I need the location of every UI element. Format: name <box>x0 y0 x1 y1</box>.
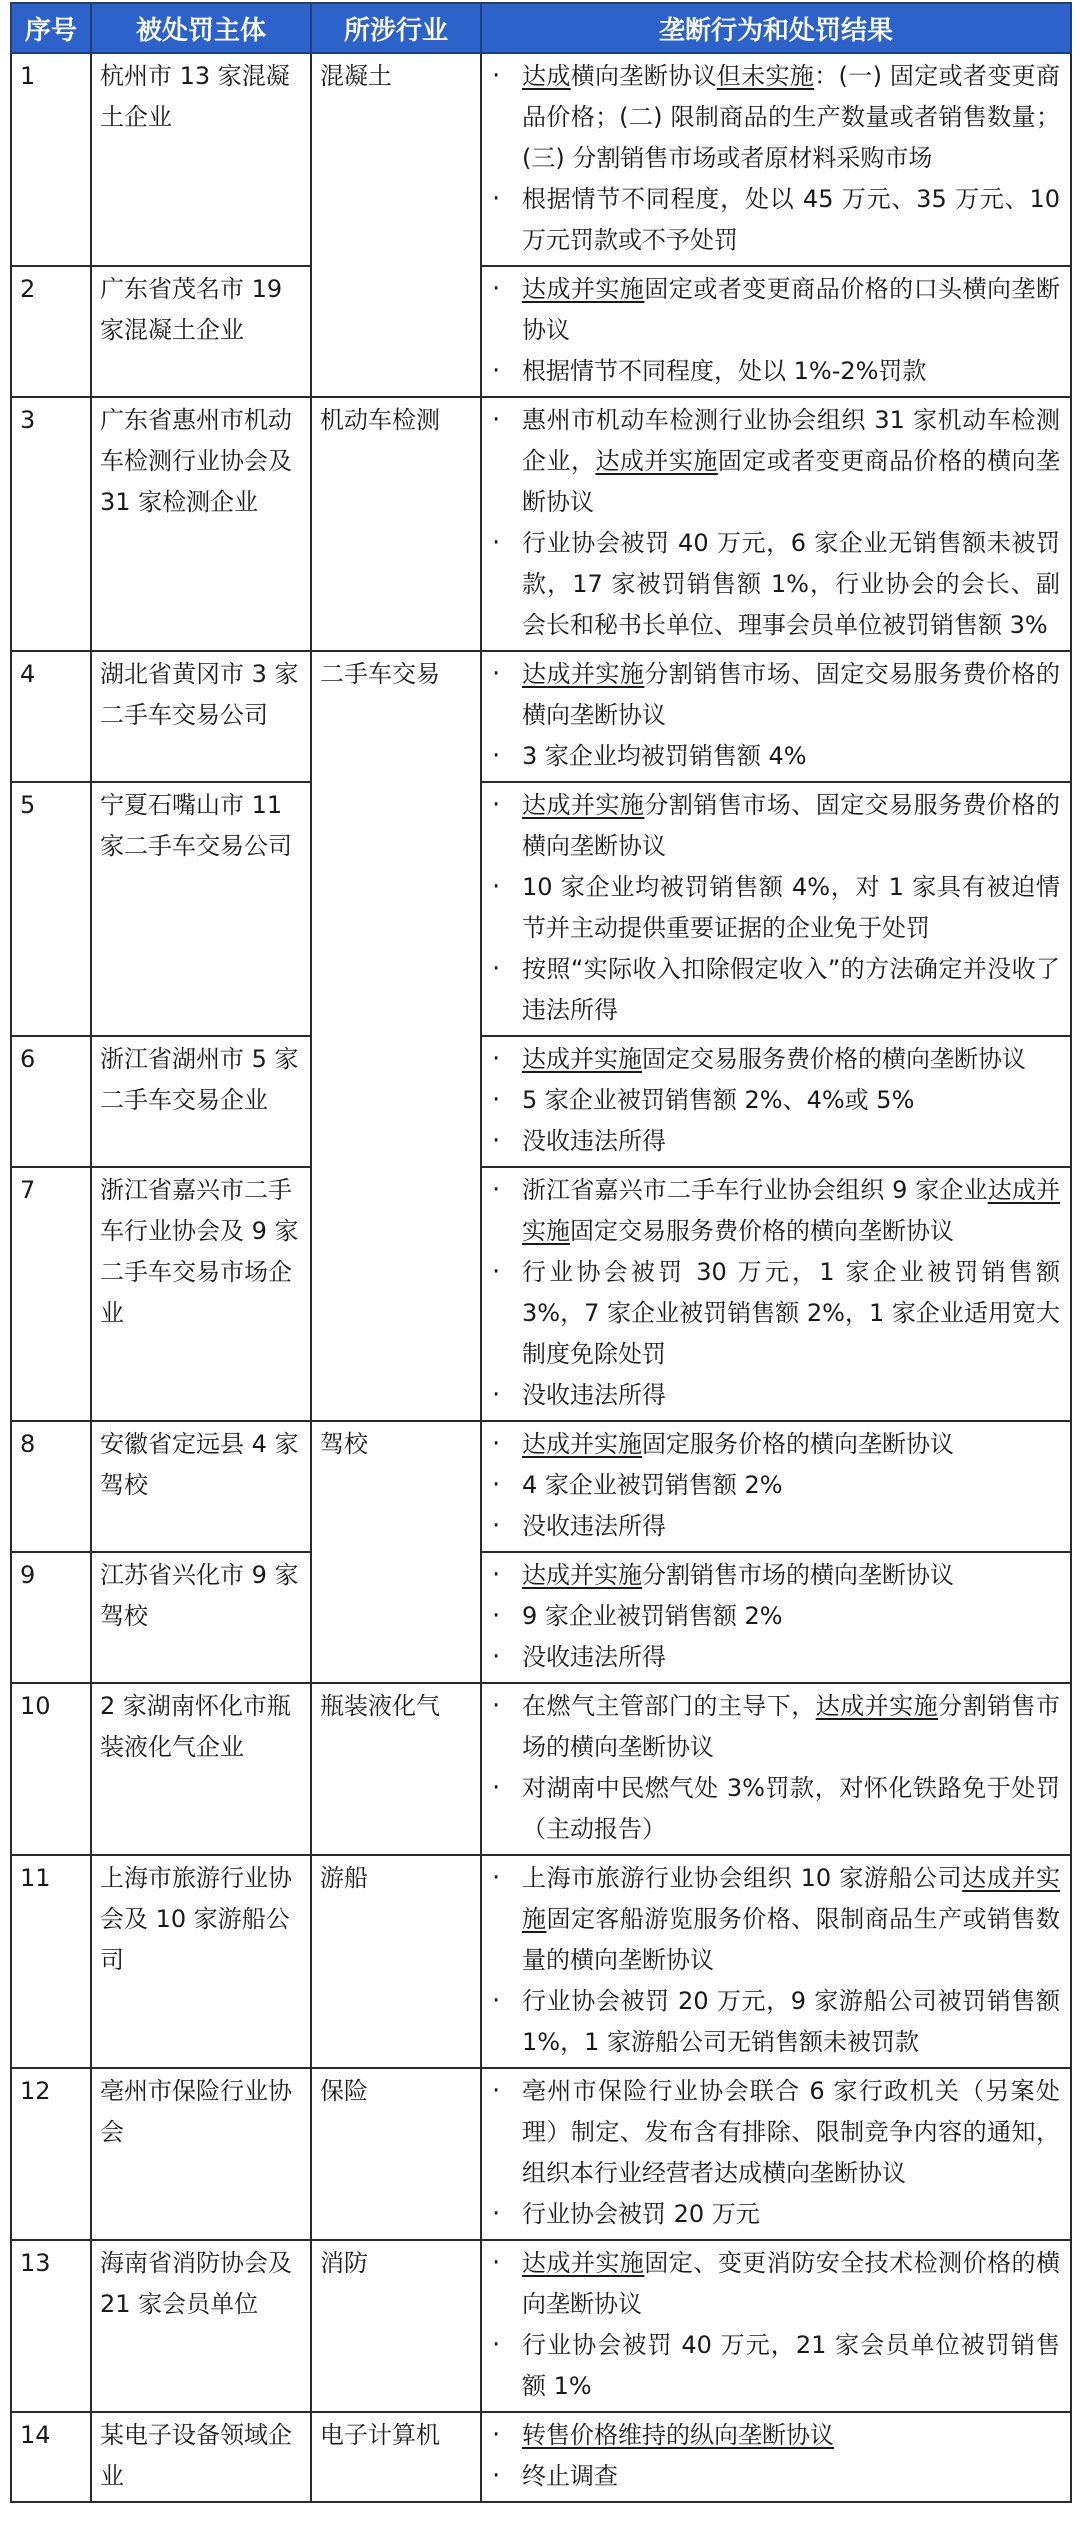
bullet-item <box>492 2456 1060 2497</box>
bullet-list <box>492 1555 1060 1678</box>
bullet-item <box>492 1465 1060 1506</box>
table-row <box>11 1855 1071 2068</box>
emphasized-text: 达成并实施 <box>522 1045 642 1073</box>
row-index: 10 <box>11 1683 91 1855</box>
conduct-and-penalty <box>481 782 1071 1036</box>
industry-cell: 保险 <box>311 2068 481 2240</box>
bullet-text: 终止调查 <box>522 2462 618 2490</box>
bullet-item <box>492 1555 1060 1596</box>
bullet-list <box>492 2071 1060 2235</box>
conduct-and-penalty <box>481 266 1071 397</box>
industry-cell: 电子计算机 <box>311 2412 481 2502</box>
table-row <box>11 2068 1071 2240</box>
bullet-text: 固定客船游览服务价格、限制商品生产或销售数量的横向垄断协议 <box>522 1905 1061 1974</box>
bullet-list <box>492 1424 1060 1547</box>
industry-cell: 消防 <box>311 2240 481 2412</box>
bullet-text: 分割销售市场的横向垄断协议 <box>642 1561 954 1589</box>
conduct-and-penalty <box>481 2412 1071 2502</box>
conduct-and-penalty <box>481 1552 1071 1683</box>
bullet-item <box>492 400 1060 523</box>
bullet-item <box>492 2325 1060 2407</box>
row-index: 13 <box>11 2240 91 2412</box>
industry-cell: 机动车检测 <box>311 397 481 651</box>
bullet-item <box>492 56 1060 179</box>
bullet-item <box>492 1596 1060 1637</box>
emphasized-text: 但未实施 <box>716 62 815 90</box>
row-index: 3 <box>11 397 91 651</box>
emphasized-text: 达成并实施 <box>522 660 645 688</box>
emphasized-text: 达成并实施 <box>522 1430 642 1458</box>
row-index: 4 <box>11 651 91 782</box>
emphasized-text: 达成并实施 <box>522 275 645 303</box>
emphasized-text: 达成并实施 <box>522 1864 1061 1933</box>
bullet-list <box>492 1858 1060 2063</box>
penalized-subject: 湖北省黄冈市 3 家二手车交易公司 <box>91 651 311 782</box>
penalized-subject: 某电子设备领域企业 <box>91 2412 311 2502</box>
bullet-text: 固定交易服务费价格的横向垄断协议 <box>570 1217 954 1245</box>
bullet-text: 上海市旅游行业协会组织 10 家游船公司 <box>522 1864 963 1892</box>
bullet-text: 3 家企业均被罚销售额 4% <box>522 742 807 770</box>
bullet-item <box>492 785 1060 867</box>
header-conduct-result: 垄断行为和处罚结果 <box>481 3 1071 53</box>
row-index: 11 <box>11 1855 91 2068</box>
bullet-item <box>492 1981 1060 2063</box>
antitrust-penalty-table <box>10 2 1072 2503</box>
conduct-and-penalty <box>481 1683 1071 1855</box>
table-row <box>11 397 1071 651</box>
row-index: 5 <box>11 782 91 1036</box>
table-row <box>11 2412 1071 2502</box>
bullet-text: 5 家企业被罚销售额 2%、4%或 5% <box>522 1086 915 1114</box>
bullet-item <box>492 1858 1060 1981</box>
bullet-list <box>492 785 1060 1031</box>
table-row <box>11 651 1071 782</box>
bullet-list <box>492 2243 1060 2407</box>
row-index: 14 <box>11 2412 91 2502</box>
bullet-text: 行业协会被罚 20 万元，9 家游船公司被罚销售额 1%，1 家游船公司无销售额未被罚款 <box>522 1987 1060 2056</box>
table-row <box>11 1036 1071 1167</box>
bullet-item <box>492 1637 1060 1678</box>
emphasized-text: 达成并实施 <box>522 2249 645 2277</box>
bullet-item <box>492 1506 1060 1547</box>
penalized-subject: 江苏省兴化市 9 家驾校 <box>91 1552 311 1683</box>
header-index: 序号 <box>11 3 91 53</box>
bullet-text: 4 家企业被罚销售额 2% <box>522 1471 783 1499</box>
penalized-subject: 海南省消防协会及 21 家会员单位 <box>91 2240 311 2412</box>
penalized-subject: 广东省惠州市机动车检测行业协会及 31 家检测企业 <box>91 397 311 651</box>
bullet-text: 没收违法所得 <box>522 1381 666 1409</box>
bullet-list <box>492 269 1060 392</box>
conduct-and-penalty <box>481 1855 1071 2068</box>
penalized-subject: 浙江省湖州市 5 家二手车交易企业 <box>91 1036 311 1167</box>
industry-cell: 二手车交易 <box>311 651 481 1421</box>
bullet-item <box>492 1424 1060 1465</box>
table-row <box>11 1421 1071 1552</box>
bullet-list <box>492 1039 1060 1162</box>
bullet-item <box>492 736 1060 777</box>
bullet-text: 对湖南中民燃气处 3%罚款，对怀化铁路免于处罚（主动报告） <box>522 1774 1060 1843</box>
bullet-text: 在燃气主管部门的主导下， <box>522 1692 816 1720</box>
row-index: 9 <box>11 1552 91 1683</box>
emphasized-text: 达成 <box>522 62 571 90</box>
penalty-table-container <box>10 2 1070 2503</box>
table-row <box>11 1683 1071 1855</box>
bullet-list <box>492 1170 1060 1416</box>
header-industry: 所涉行业 <box>311 3 481 53</box>
penalized-subject: 安徽省定远县 4 家驾校 <box>91 1421 311 1552</box>
bullet-text: 行业协会被罚 20 万元 <box>522 2200 760 2228</box>
conduct-and-penalty <box>481 1036 1071 1167</box>
industry-cell: 游船 <box>311 1855 481 2068</box>
bullet-item <box>492 949 1060 1031</box>
emphasized-text: 达成并实施 <box>522 791 645 819</box>
row-index: 8 <box>11 1421 91 1552</box>
bullet-text: 根据情节不同程度，处以 1%-2%罚款 <box>522 357 927 385</box>
bullet-text: 浙江省嘉兴市二手车行业协会组织 9 家企业 <box>522 1176 988 1204</box>
bullet-item <box>492 1375 1060 1416</box>
bullet-item <box>492 867 1060 949</box>
emphasized-text: 转售价格维持的纵向垄断协议 <box>522 2421 834 2449</box>
bullet-item <box>492 1768 1060 1850</box>
conduct-and-penalty <box>481 1421 1071 1552</box>
bullet-item <box>492 654 1060 736</box>
table-row <box>11 53 1071 266</box>
bullet-item <box>492 1252 1060 1375</box>
penalized-subject: 上海市旅游行业协会及 10 家游船公司 <box>91 1855 311 2068</box>
bullet-item <box>492 523 1060 646</box>
bullet-text: 10 家企业均被罚销售额 4%，对 1 家具有被迫情节并主动提供重要证据的企业免于处罚 <box>522 873 1060 942</box>
penalized-subject: 广东省茂名市 19 家混凝土企业 <box>91 266 311 397</box>
table-body <box>11 53 1071 2502</box>
row-index: 6 <box>11 1036 91 1167</box>
penalized-subject: 2 家湖南怀化市瓶装液化气企业 <box>91 1683 311 1855</box>
row-index: 1 <box>11 53 91 266</box>
row-index: 7 <box>11 1167 91 1421</box>
table-row <box>11 782 1071 1036</box>
bullet-text: 根据情节不同程度，处以 45 万元、35 万元、10 万元罚款或不予处罚 <box>522 185 1060 254</box>
bullet-item <box>492 351 1060 392</box>
conduct-and-penalty <box>481 2240 1071 2412</box>
bullet-text: 9 家企业被罚销售额 2% <box>522 1602 783 1630</box>
conduct-and-penalty <box>481 2068 1071 2240</box>
bullet-text: 没收违法所得 <box>522 1127 666 1155</box>
bullet-item <box>492 2194 1060 2235</box>
bullet-text: 固定或者变更商品价格的口头横向垄断协议 <box>522 275 1061 344</box>
penalized-subject: 杭州市 13 家混凝土企业 <box>91 53 311 266</box>
bullet-text: 行业协会被罚 30 万元，1 家企业被罚销售额 3%，7 家企业被罚销售额 2%，1 家企业适用宽大制度免除处罚 <box>522 1258 1060 1368</box>
header-subject: 被处罚主体 <box>91 3 311 53</box>
bullet-item <box>492 269 1060 351</box>
table-row <box>11 266 1071 397</box>
row-index: 2 <box>11 266 91 397</box>
table-row <box>11 2240 1071 2412</box>
penalized-subject: 宁夏石嘴山市 11 家二手车交易公司 <box>91 782 311 1036</box>
bullet-text: 惠州市机动车检测行业协会组织 31 家机动车检测企业， <box>522 406 1060 475</box>
bullet-list <box>492 2415 1060 2497</box>
bullet-text: ：(一) 固定或者变更商品价格；(二) 限制商品的生产数量或者销售数量；(三) 分割销售市场或者原材料采购市场 <box>522 62 1061 172</box>
emphasized-text: 达成并实施 <box>522 1561 642 1589</box>
bullet-text: 固定交易服务费价格的横向垄断协议 <box>642 1045 1026 1073</box>
penalized-subject: 浙江省嘉兴市二手车行业协会及 9 家二手车交易市场企业 <box>91 1167 311 1421</box>
industry-cell: 瓶装液化气 <box>311 1683 481 1855</box>
table-row <box>11 1552 1071 1683</box>
bullet-text: 固定、变更消防安全技术检测价格的横向垄断协议 <box>522 2249 1061 2318</box>
row-index: 12 <box>11 2068 91 2240</box>
bullet-item <box>492 1039 1060 1080</box>
bullet-item <box>492 1080 1060 1121</box>
bullet-text: 按照“实际收入扣除假定收入”的方法确定并没收了违法所得 <box>522 955 1060 1024</box>
bullet-text: 分割销售市场的横向垄断协议 <box>522 1692 1061 1761</box>
conduct-and-penalty <box>481 651 1071 782</box>
bullet-list <box>492 56 1060 261</box>
bullet-text: 行业协会被罚 40 万元，6 家企业无销售额未被罚款，17 家被罚销售额 1%，行业协会的会长、副会长和秘书长单位、理事会员单位被罚销售额 3% <box>522 529 1060 639</box>
conduct-and-penalty <box>481 53 1071 266</box>
table-header-row <box>11 3 1071 53</box>
bullet-text: 没收违法所得 <box>522 1643 666 1671</box>
bullet-list <box>492 654 1060 777</box>
industry-cell: 混凝土 <box>311 53 481 397</box>
bullet-text: 分割销售市场、固定交易服务费价格的横向垄断协议 <box>522 791 1061 860</box>
penalized-subject: 亳州市保险行业协会 <box>91 2068 311 2240</box>
bullet-item <box>492 2415 1060 2456</box>
bullet-list <box>492 400 1060 646</box>
emphasized-text: 达成并实施 <box>522 1176 1061 1245</box>
bullet-item <box>492 2243 1060 2325</box>
bullet-item <box>492 1686 1060 1768</box>
bullet-text: 固定服务价格的横向垄断协议 <box>642 1430 954 1458</box>
bullet-item <box>492 1121 1060 1162</box>
bullet-text: 行业协会被罚 40 万元，21 家会员单位被罚销售额 1% <box>522 2331 1060 2400</box>
bullet-list <box>492 1686 1060 1850</box>
bullet-text: 固定或者变更商品价格的横向垄断协议 <box>522 447 1061 516</box>
bullet-text: 没收违法所得 <box>522 1512 666 1540</box>
bullet-text: 分割销售市场、固定交易服务费价格的横向垄断协议 <box>522 660 1061 729</box>
emphasized-text: 达成并实施 <box>815 1692 939 1720</box>
bullet-text: 横向垄断协议 <box>570 62 717 90</box>
bullet-item <box>492 179 1060 261</box>
industry-cell: 驾校 <box>311 1421 481 1683</box>
emphasized-text: 达成并实施 <box>595 447 718 475</box>
conduct-and-penalty <box>481 397 1071 651</box>
bullet-text: 亳州市保险行业协会联合 6 家行政机关（另案处理）制定、发布含有排除、限制竞争内容的通知，组织本行业经营者达成横向垄断协议 <box>522 2077 1060 2187</box>
conduct-and-penalty <box>481 1167 1071 1421</box>
bullet-item <box>492 2071 1060 2194</box>
bullet-item <box>492 1170 1060 1252</box>
table-row <box>11 1167 1071 1421</box>
